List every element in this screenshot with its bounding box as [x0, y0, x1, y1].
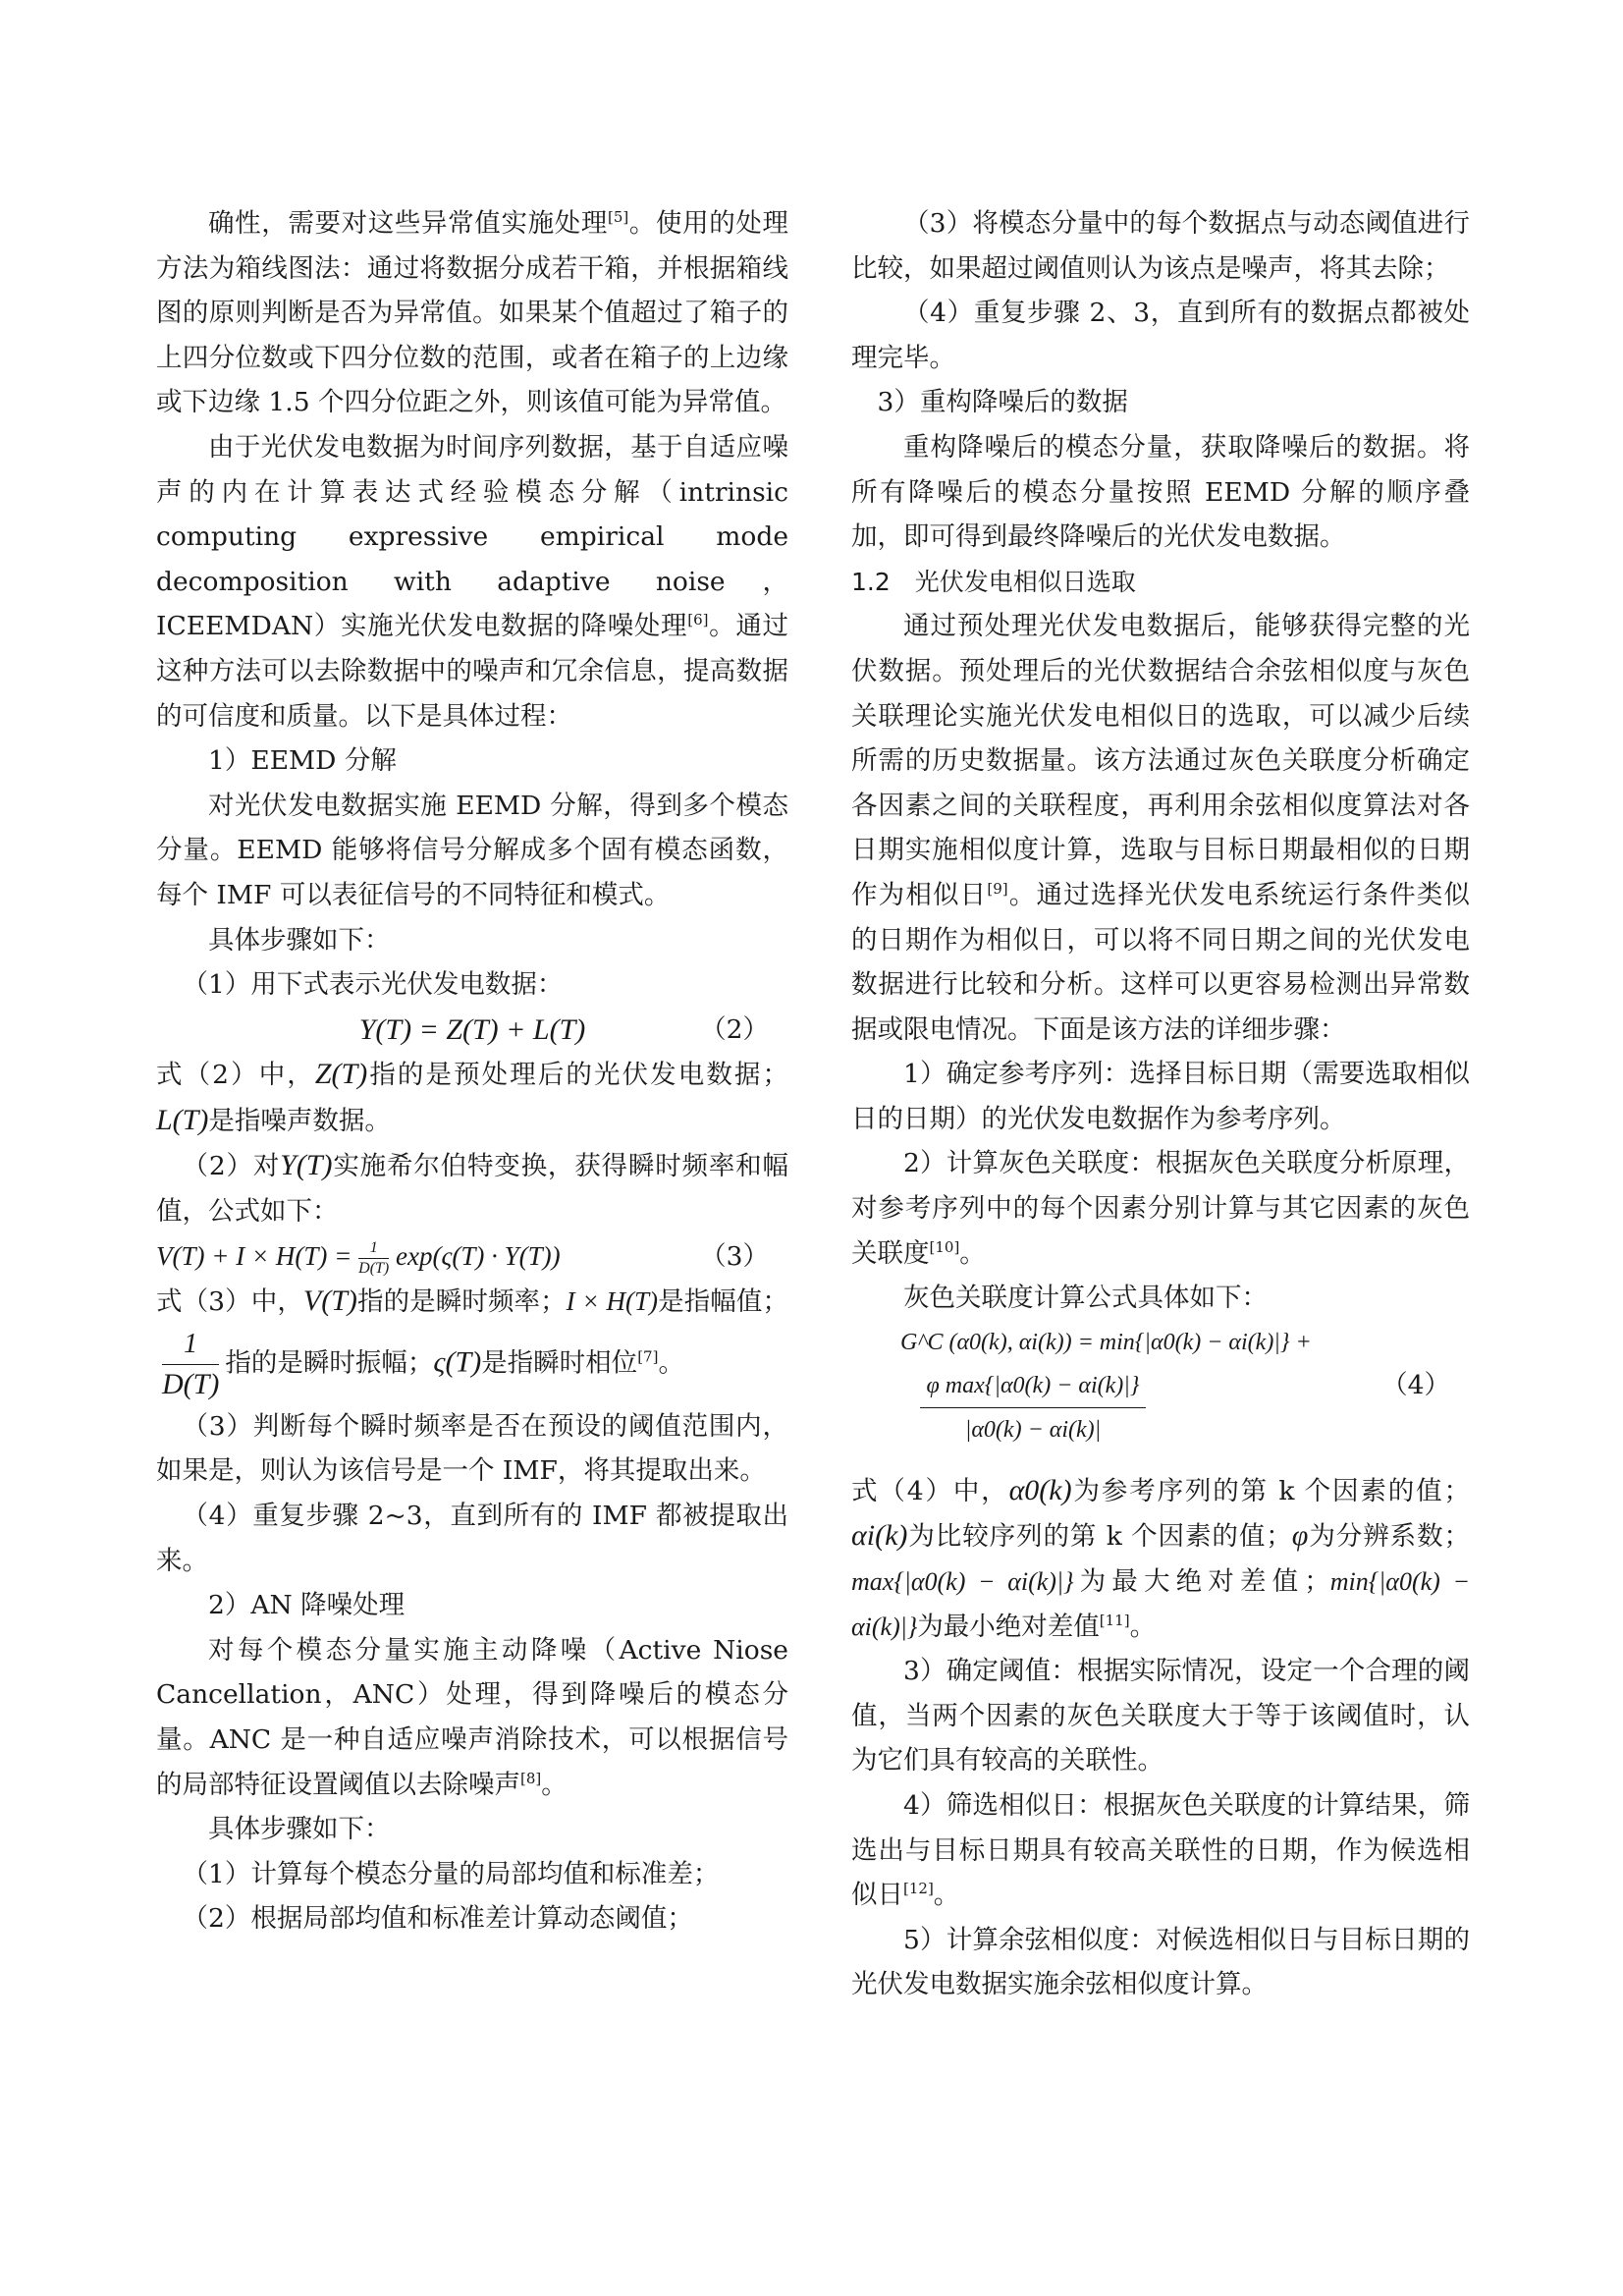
text: 为分辨系数； [1308, 1521, 1471, 1553]
citation[interactable]: [8] [520, 1769, 542, 1787]
text: 是指瞬时相位 [481, 1347, 638, 1379]
text: 式（4）中， [851, 1475, 1009, 1506]
text: （2）对 [182, 1151, 281, 1182]
subheading: 1）EEMD 分解 [208, 745, 397, 777]
text: 。 [1129, 1611, 1157, 1642]
text: 。 [959, 1237, 986, 1269]
step-item: （1）计算每个模态分量的局部均值和标准差； [182, 1858, 720, 1889]
list-item: 1）确定参考序列：选择目标日期（需要选取相似日的日期）的光伏发电数据作为参考序列。 [851, 1059, 1470, 1134]
list-item [851, 1141, 1470, 1276]
equation-2 [156, 1008, 788, 1053]
list-item [851, 1783, 1470, 1918]
math: αi(k) [851, 1519, 908, 1553]
steps-label: 具体步骤如下： [208, 1814, 391, 1845]
paragraph [156, 1628, 788, 1807]
math: V(T) [302, 1285, 357, 1318]
text: 是指噪声数据。 [208, 1105, 391, 1136]
fraction-numerator: φ max{|α0(k) − αi(k)|} [920, 1364, 1146, 1408]
paragraph [851, 1468, 1470, 1649]
text: 。 [933, 1880, 960, 1911]
fraction-numerator: 1 [162, 1325, 219, 1365]
fraction-denominator: |α0(k) − αi(k)| [964, 1416, 1102, 1443]
right-column [851, 201, 1470, 2007]
text: 为比较序列的第 k 个因素的值； [907, 1521, 1292, 1553]
text: 指的是预处理后的光伏发电数据； [367, 1060, 788, 1091]
section-title: 1.2 光伏发电相似日选取 [851, 567, 1136, 596]
fraction [162, 1325, 219, 1404]
text: 为参考序列的第 k 个因素的值； [1071, 1475, 1470, 1506]
step-item: （4）重复步骤 2、3，直到所有的数据点都被处理完毕。 [851, 298, 1470, 373]
fraction-denominator: D(T) [162, 1367, 220, 1400]
text: 式（3）中， [156, 1286, 303, 1318]
text: 指的是瞬时振幅； [225, 1347, 434, 1379]
fraction [358, 1238, 389, 1279]
citation[interactable]: [11] [1099, 1611, 1130, 1629]
math: α0(k) [1008, 1473, 1072, 1506]
text: 式（2）中， [156, 1060, 315, 1091]
math: φ [1291, 1519, 1309, 1553]
subheading: 3）重构降噪后的数据 [877, 387, 1128, 418]
citation[interactable]: [9] [987, 880, 1008, 899]
steps-label: 具体步骤如下： [208, 924, 391, 956]
equation-lhs: V(T) + I × H(T) = [156, 1240, 352, 1271]
paragraph: 灰色关联度计算公式具体如下： [903, 1283, 1268, 1314]
citation[interactable]: [6] [687, 611, 709, 629]
text: 是指幅值； [658, 1286, 788, 1318]
text: 2）计算灰色关联度：根据灰色关联度分析原理，对参考序列中的每个因素分别计算与其它因素的灰色关联度 [851, 1148, 1470, 1269]
math: max{|α0(k) − αi(k)|} [851, 1567, 1074, 1597]
paragraph [156, 1052, 788, 1143]
equation-rhs: exp(ς(T) · Y(T)) [396, 1240, 561, 1271]
text: 由于光伏发电数据为时间序列数据，基于自适应噪声的内在计算表达式经验模态分解（intrinsic computing expressive empirical mode decomposition with adaptive noise，ICEEMDAN）实施光伏发电数据的降噪处理 [156, 431, 788, 642]
equation-number: （2） [700, 1013, 769, 1045]
equation-number: （3） [700, 1240, 769, 1272]
text: 指的是瞬时频率； [356, 1286, 567, 1318]
equation-4 [851, 1321, 1470, 1468]
fraction-numerator: 1 [358, 1238, 389, 1259]
text: 确性，需要对这些异常值实施处理 [208, 208, 608, 239]
equation-number: （4） [1381, 1369, 1450, 1400]
step-item: （3）判断每个瞬时频率是否在预设的阈值范围内，如果是，则认为该信号是一个 IMF，将其提取出来。 [156, 1410, 788, 1487]
math: ς(T) [433, 1345, 482, 1379]
step-item [156, 1143, 788, 1233]
text: 。 [541, 1769, 568, 1800]
math: Y(T) [280, 1149, 333, 1182]
step-item: （1）用下式表示光伏发电数据： [182, 969, 564, 1001]
step-item: （2）根据局部均值和标准差计算动态阈值； [182, 1903, 693, 1935]
paragraph: 对光伏发电数据实施 EEMD 分解，得到多个模态分量。EEMD 能够将信号分解成多个固有模态函数，每个 IMF 可以表征信号的不同特征和模式。 [156, 790, 788, 910]
math: Z(T) [314, 1058, 368, 1091]
text: 4）筛选相似日：根据灰色关联度的计算结果，筛选出与目标日期具有较高关联性的日期，作为候选相似日 [851, 1790, 1470, 1911]
text: 通过预处理光伏发电数据后，能够获得完整的光伏数据。预处理后的光伏数据结合余弦相似度与灰色关联理论实施光伏发电相似日的选取，可以减少后续所需的历史数据量。该方法通过灰色关联度分析确定各因素之间的关联程度，再利用余弦相似度算法对各日期实施相似度计算，选取与目标日期最相似的日期作为相似日 [851, 611, 1470, 910]
text: 为最大绝对差值； [1073, 1566, 1330, 1598]
citation[interactable]: [7] [637, 1347, 659, 1366]
list-item: 5）计算余弦相似度：对候选相似日与目标日期的光伏发电数据实施余弦相似度计算。 [851, 1924, 1470, 2000]
citation[interactable]: [5] [607, 208, 629, 227]
math: I × H(T) [566, 1286, 659, 1317]
paragraph: 重构降噪后的模态分量，获取降噪后的数据。将所有降噪后的模态分量按照 EEMD 分解的顺序叠加，即可得到最终降噪后的光伏发电数据。 [851, 431, 1470, 553]
text: 。通过这种方法可以去除数据中的噪声和冗余信息，提高数据的可信度和质量。以下是具体过程： [156, 611, 789, 732]
math: L(T) [156, 1103, 209, 1136]
list-item: 3）确定阈值：根据实际情况，设定一个合理的阈值，当两个因素的灰色关联度大于等于该阈值时，认为它们具有较高的关联性。 [851, 1656, 1470, 1777]
text: 。通过选择光伏发电系统运行条件类似的日期作为相似日，可以将不同日期之间的光伏发电数据进行比较和分析。这样可以更容易检测出异常数据或限电情况。下面是该方法的详细步骤： [851, 879, 1471, 1045]
step-item: （4）重复步骤 2~3，直到所有的 IMF 都被提取出来。 [156, 1501, 788, 1576]
fraction-denominator: D(T) [358, 1259, 390, 1277]
subheading: 2）AN 降噪处理 [208, 1590, 406, 1621]
text: 。 [658, 1347, 684, 1379]
equation-body: Y(T) = Z(T) + L(T) [358, 1012, 586, 1046]
text: 为最小绝对差值 [917, 1611, 1100, 1642]
text: 对每个模态分量实施主动降噪（Active Niose Cancellation，ANC）处理，得到降噪后的模态分量。ANC 是一种自适应噪声消除技术，可以根据信号的局部特征设置阈值以去除噪声 [156, 1634, 788, 1800]
paragraph [851, 604, 1470, 1052]
text: 实施希尔伯特变换，获得瞬时频率和幅值，公式如下： [156, 1151, 788, 1228]
left-column [156, 201, 788, 1941]
step-item: （3）将模态分量中的每个数据点与动态阈值进行比较，如果超过阈值则认为该点是噪声，将其去除； [851, 208, 1470, 284]
citation[interactable]: [12] [903, 1880, 934, 1898]
citation[interactable]: [10] [929, 1237, 960, 1256]
equation-3 [156, 1234, 788, 1280]
paragraph [156, 1279, 788, 1404]
equation-line: G^C (α0(k), αi(k)) = min{|α0(k) − αi(k)|} + [900, 1329, 1312, 1355]
text: 。使用的处理方法为箱线图法：通过将数据分成若干箱，并根据箱线图的原则判断是否为异常值。如果某个值超过了箱子的上四分位数或下四分位数的范围，或者在箱子的上边缘或下边缘 1.5 个四分位距之外，则该值可能为异常值。 [156, 208, 789, 418]
paragraph [156, 201, 788, 425]
paragraph [156, 425, 788, 738]
math: min{|α0(k) − αi(k)|} [851, 1567, 1470, 1641]
